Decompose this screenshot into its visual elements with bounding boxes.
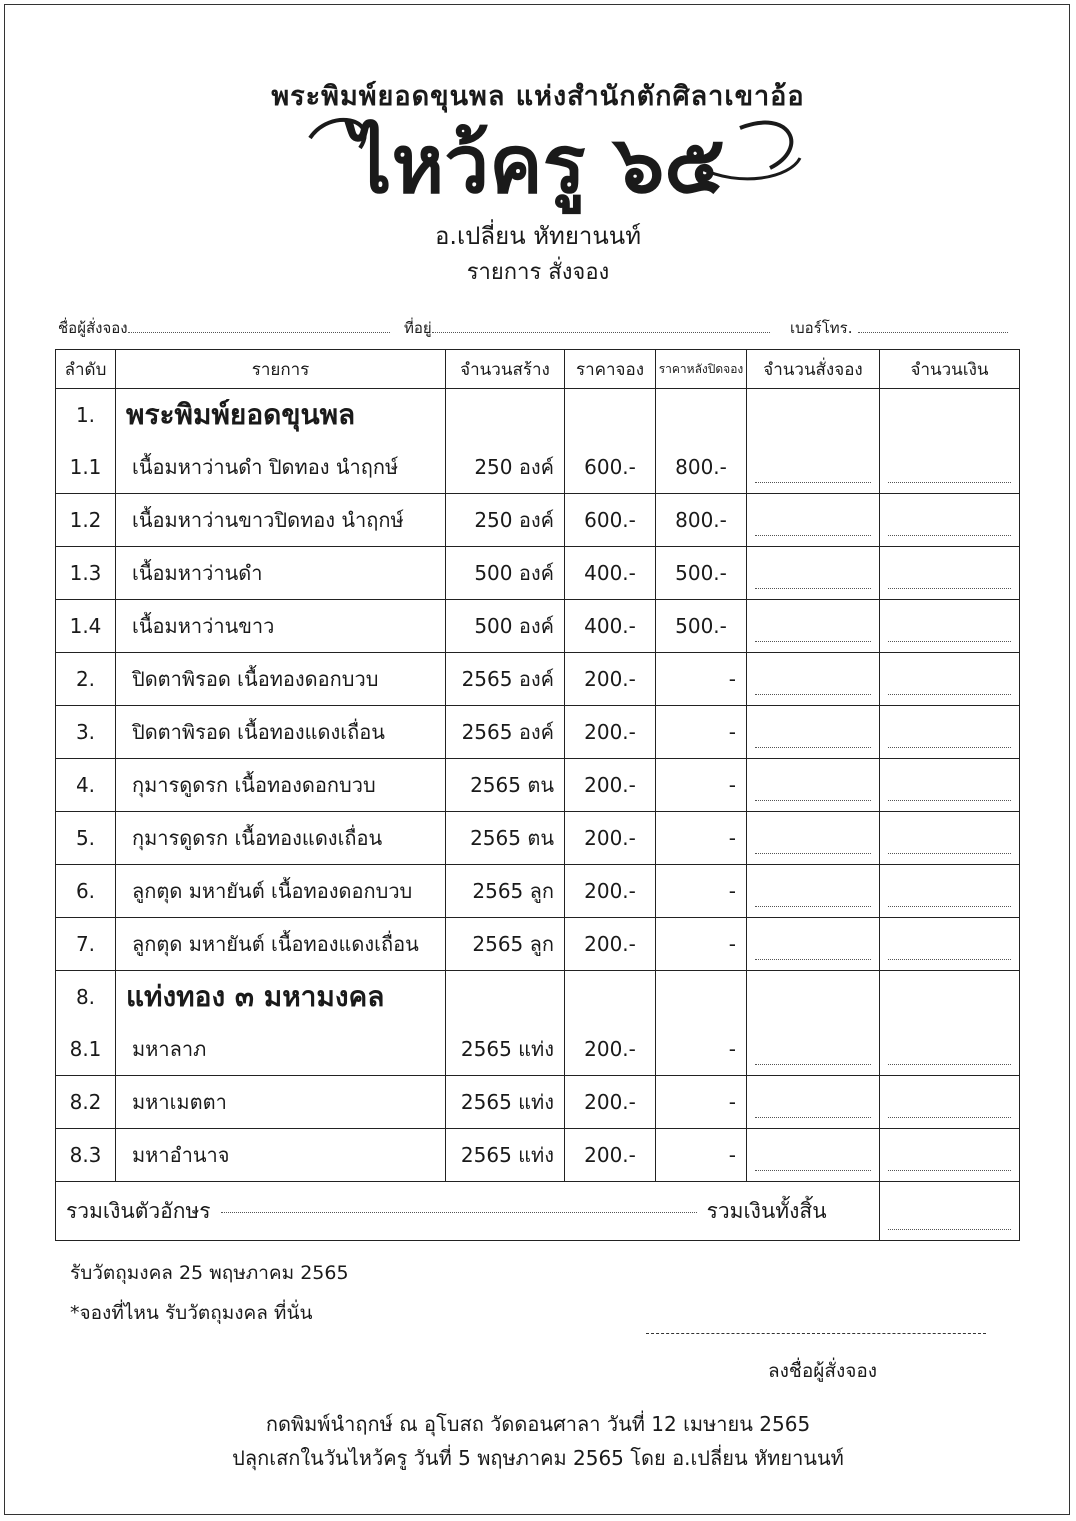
col-header-order-qty: จำนวนสั่งจอง bbox=[747, 350, 880, 389]
row-item: ปิดตาพิรอด เนื้อทองดอกบวบ bbox=[116, 653, 446, 706]
col-header-item: รายการ bbox=[116, 350, 446, 389]
title-logo bbox=[270, 108, 806, 218]
total-words-label: รวมเงินตัวอักษร bbox=[66, 1198, 211, 1223]
table-row-6 bbox=[56, 865, 1020, 918]
table-row-1-2 bbox=[56, 494, 1020, 547]
row-price: 200.- bbox=[565, 1129, 656, 1182]
row-after-price: 500.- bbox=[656, 547, 747, 600]
name-label: ชื่อผู้สั่งจอง bbox=[58, 319, 128, 337]
row-price: 200.- bbox=[565, 653, 656, 706]
amount-field[interactable] bbox=[880, 1129, 1020, 1182]
row-no: 8.2 bbox=[56, 1076, 116, 1129]
order-qty-field[interactable] bbox=[747, 1023, 880, 1076]
col-header-no: ลำดับ bbox=[56, 350, 116, 389]
table-row-1-1 bbox=[56, 441, 1020, 494]
row-item: กุมารดูดรก เนื้อทองดอกบวบ bbox=[116, 759, 446, 812]
row-price: 200.- bbox=[565, 918, 656, 971]
row-item: เนื้อมหาว่านขาวปิดทอง นำฤกษ์ bbox=[116, 494, 446, 547]
amount-field[interactable] bbox=[880, 706, 1020, 759]
row-qty: 2565 แท่ง bbox=[446, 1023, 565, 1076]
row-after-price: - bbox=[656, 1129, 747, 1182]
row-price: 200.- bbox=[565, 706, 656, 759]
row-no: 8.1 bbox=[56, 1023, 116, 1076]
row-no: 7. bbox=[56, 918, 116, 971]
row-no: 4. bbox=[56, 759, 116, 812]
header-line4: รายการ สั่งจอง bbox=[466, 260, 610, 285]
total-words-field[interactable] bbox=[221, 1211, 697, 1213]
total-all-label: รวมเงินทั้งสิ้น bbox=[706, 1198, 827, 1223]
row-item: เนื้อมหาว่านขาว bbox=[116, 600, 446, 653]
row-qty: 2565 องค์ bbox=[446, 653, 565, 706]
row-price: 400.- bbox=[565, 547, 656, 600]
row-no: 1.3 bbox=[56, 547, 116, 600]
signature-label: ลงชื่อผู้สั่งจอง bbox=[768, 1360, 878, 1382]
order-qty-field[interactable] bbox=[747, 547, 880, 600]
footer-line1: กดพิมพ์นำฤกษ์ ณ อุโบสถ วัดดอนศาลา วันที่ 12 เมษายน 2565 bbox=[265, 1412, 811, 1436]
order-qty-field[interactable] bbox=[747, 706, 880, 759]
header-line1: พระพิมพ์ยอดขุนพล แห่งสำนักตักศิลาเขาอ้อ bbox=[271, 81, 805, 112]
row-after-price: - bbox=[656, 759, 747, 812]
table-row-8 bbox=[56, 971, 1020, 1024]
row-qty: 250 องค์ bbox=[446, 494, 565, 547]
amount-field[interactable] bbox=[880, 812, 1020, 865]
row-qty: 500 องค์ bbox=[446, 600, 565, 653]
row-no: 3. bbox=[56, 706, 116, 759]
order-qty-field[interactable] bbox=[747, 918, 880, 971]
order-qty-field[interactable] bbox=[747, 600, 880, 653]
table-row-1-3 bbox=[56, 547, 1020, 600]
table-row-7 bbox=[56, 918, 1020, 971]
row-no: 1.4 bbox=[56, 600, 116, 653]
phone-field-row bbox=[790, 316, 1008, 340]
row-after-price: 500.- bbox=[656, 600, 747, 653]
row-item: พระพิมพ์ยอดขุนพล bbox=[116, 389, 446, 442]
table-row-8-1 bbox=[56, 1023, 1020, 1076]
signature-line[interactable] bbox=[646, 1333, 986, 1334]
row-price: 200.- bbox=[565, 865, 656, 918]
table-row-3 bbox=[56, 706, 1020, 759]
table-row-1-4 bbox=[56, 600, 1020, 653]
row-item: แท่งทอง ๓ มหามงคล bbox=[116, 971, 446, 1024]
row-item: มหาเมตตา bbox=[116, 1076, 446, 1129]
row-after-price: - bbox=[656, 812, 747, 865]
amount-field[interactable] bbox=[880, 1023, 1020, 1076]
table-row-2 bbox=[56, 653, 1020, 706]
row-no: 2. bbox=[56, 653, 116, 706]
col-header-after-price: ราคาหลังปิดจอง bbox=[656, 350, 747, 389]
address-field[interactable] bbox=[432, 320, 770, 333]
row-no: 1.2 bbox=[56, 494, 116, 547]
col-header-price: ราคาจอง bbox=[565, 350, 656, 389]
row-qty: 500 องค์ bbox=[446, 547, 565, 600]
order-table bbox=[55, 349, 1020, 1241]
name-field-row bbox=[58, 316, 390, 340]
pickup-note: *จองที่ไหน รับวัตถุมงคล ที่นั่น bbox=[70, 1302, 313, 1324]
header-line3: อ.เปลี่ยน หัทยานนท์ bbox=[434, 222, 642, 250]
row-price: 600.- bbox=[565, 494, 656, 547]
row-qty: 250 องค์ bbox=[446, 441, 565, 494]
amount-field[interactable] bbox=[880, 865, 1020, 918]
row-qty: 2565 องค์ bbox=[446, 706, 565, 759]
order-qty-field[interactable] bbox=[747, 759, 880, 812]
row-no: 6. bbox=[56, 865, 116, 918]
address-field-row bbox=[404, 316, 770, 340]
row-price: 200.- bbox=[565, 812, 656, 865]
title-text: ไหว้ครู ๖๕ bbox=[351, 117, 725, 211]
table-row-5 bbox=[56, 812, 1020, 865]
amount-field[interactable] bbox=[880, 547, 1020, 600]
row-item: มหาลาภ bbox=[116, 1023, 446, 1076]
row-price: 200.- bbox=[565, 1023, 656, 1076]
table-header-row bbox=[56, 350, 1020, 389]
row-after-price: - bbox=[656, 918, 747, 971]
order-qty-field[interactable] bbox=[747, 1076, 880, 1129]
row-item: เนื้อมหาว่านดำ ปิดทอง นำฤกษ์ bbox=[116, 441, 446, 494]
row-price: 200.- bbox=[565, 1076, 656, 1129]
row-after-price: - bbox=[656, 653, 747, 706]
row-item: กุมารดูดรก เนื้อทองแดงเถื่อน bbox=[116, 812, 446, 865]
row-item: ลูกตุด มหายันต์ เนื้อทองดอกบวบ bbox=[116, 865, 446, 918]
phone-label: เบอร์โทร. bbox=[790, 319, 853, 337]
row-after-price: - bbox=[656, 865, 747, 918]
row-item: ลูกตุด มหายันต์ เนื้อทองแดงเถื่อน bbox=[116, 918, 446, 971]
receive-note: รับวัตถุมงคล 25 พฤษภาคม 2565 bbox=[70, 1262, 349, 1284]
order-qty-field[interactable] bbox=[747, 653, 880, 706]
row-qty: 2565 แท่ง bbox=[446, 1129, 565, 1182]
address-label: ที่อยู่ bbox=[404, 319, 432, 337]
phone-field[interactable] bbox=[858, 320, 1008, 333]
row-qty: 2565 ลูก bbox=[446, 918, 565, 971]
order-qty-field[interactable] bbox=[747, 441, 880, 494]
row-after-price: 800.- bbox=[656, 441, 747, 494]
row-after-price: - bbox=[656, 1023, 747, 1076]
amount-field[interactable] bbox=[880, 759, 1020, 812]
name-field[interactable] bbox=[128, 320, 390, 333]
row-no: 1. bbox=[56, 389, 116, 442]
row-item: ปิดตาพิรอด เนื้อทองแดงเถื่อน bbox=[116, 706, 446, 759]
row-after-price: - bbox=[656, 1076, 747, 1129]
amount-field[interactable] bbox=[880, 441, 1020, 494]
row-qty: 2565 ตน bbox=[446, 759, 565, 812]
row-after-price: 800.- bbox=[656, 494, 747, 547]
order-qty-field[interactable] bbox=[747, 494, 880, 547]
row-no: 5. bbox=[56, 812, 116, 865]
row-qty: 2565 ลูก bbox=[446, 865, 565, 918]
total-amount-field[interactable] bbox=[880, 1182, 1020, 1241]
row-price: 400.- bbox=[565, 600, 656, 653]
col-header-amount: จำนวนเงิน bbox=[880, 350, 1020, 389]
row-price: 600.- bbox=[565, 441, 656, 494]
row-no: 8.3 bbox=[56, 1129, 116, 1182]
amount-field[interactable] bbox=[880, 494, 1020, 547]
order-qty-field[interactable] bbox=[747, 812, 880, 865]
row-after-price: - bbox=[656, 706, 747, 759]
order-qty-field[interactable] bbox=[747, 865, 880, 918]
row-item: มหาอำนาจ bbox=[116, 1129, 446, 1182]
row-qty: 2565 แท่ง bbox=[446, 1076, 565, 1129]
table-row-4 bbox=[56, 759, 1020, 812]
table-row-8-3 bbox=[56, 1129, 1020, 1182]
footer-line2: ปลุกเสกในวันไหว้ครู วันที่ 5 พฤษภาคม 2565 โดย อ.เปลี่ยน หัทยานนท์ bbox=[232, 1446, 844, 1470]
table-row-8-2 bbox=[56, 1076, 1020, 1129]
row-price: 200.- bbox=[565, 759, 656, 812]
order-qty-field[interactable] bbox=[747, 1129, 880, 1182]
row-qty: 2565 ตน bbox=[446, 812, 565, 865]
col-header-qty: จำนวนสร้าง bbox=[446, 350, 565, 389]
table-row-1 bbox=[56, 389, 1020, 442]
amount-field[interactable] bbox=[880, 600, 1020, 653]
amount-field[interactable] bbox=[880, 1076, 1020, 1129]
row-no: 1.1 bbox=[56, 441, 116, 494]
row-item: เนื้อมหาว่านดำ bbox=[116, 547, 446, 600]
amount-field[interactable] bbox=[880, 653, 1020, 706]
row-no: 8. bbox=[56, 971, 116, 1024]
amount-field[interactable] bbox=[880, 918, 1020, 971]
table-total-row bbox=[56, 1182, 1020, 1241]
